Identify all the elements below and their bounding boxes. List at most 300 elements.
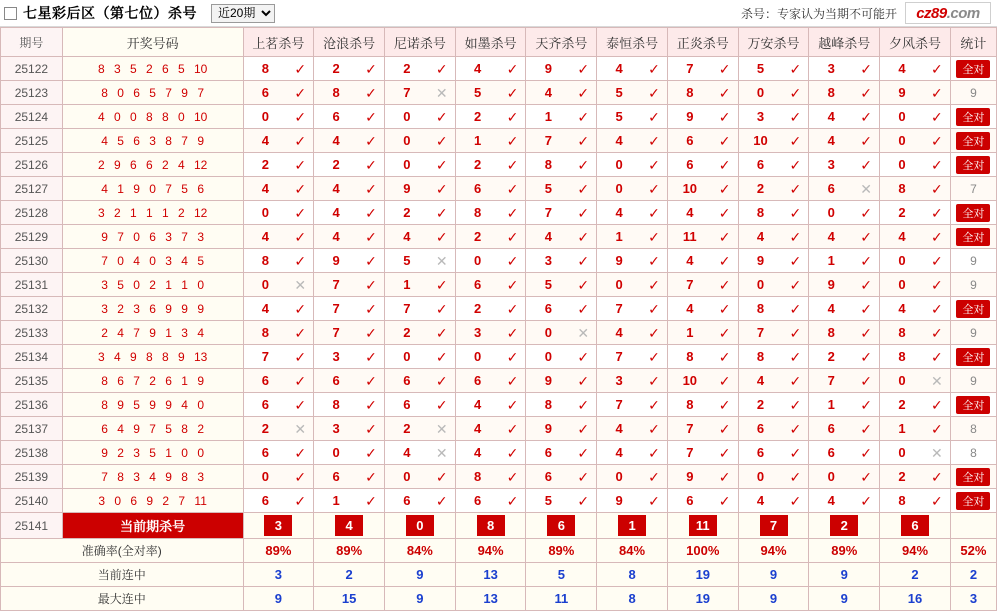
cell-expert-pick-4	[526, 369, 597, 393]
check-icon: ✓	[577, 108, 590, 125]
check-icon: ✓	[860, 132, 872, 149]
pick-number: 0	[615, 157, 623, 172]
pick-number: 0	[473, 349, 482, 364]
pick-number: 6	[332, 373, 340, 388]
pick-number: 0	[473, 253, 482, 268]
cell-expert-pick-5	[597, 201, 668, 225]
status-badge: 全对	[956, 156, 990, 174]
current-pick-number: 7	[760, 515, 788, 536]
cell-expert-pick-6	[667, 465, 738, 489]
check-icon: ✓	[860, 252, 872, 269]
pick-number: 7	[332, 301, 340, 316]
cell-expert-pick-6	[667, 441, 738, 465]
cell-expert-pick-8	[809, 465, 880, 489]
pick-number: 6	[827, 445, 835, 460]
pick-number: 6	[544, 445, 552, 460]
cell-stat	[950, 345, 996, 369]
check-icon: ✓	[789, 324, 802, 341]
cell-expert-pick-5	[597, 177, 668, 201]
cell-expert-pick-3	[455, 273, 526, 297]
pick-number: 4	[827, 301, 835, 316]
check-icon: ✓	[718, 348, 731, 365]
summary-label: 最大连中	[1, 587, 244, 611]
status-badge: 全对	[956, 108, 990, 126]
check-icon: ✓	[789, 84, 802, 101]
cell-current-pick-7	[738, 513, 809, 539]
check-icon: ✓	[365, 156, 377, 173]
pick-number: 2	[473, 157, 482, 172]
cell-expert-pick-1	[314, 177, 385, 201]
cell-expert-pick-8	[809, 81, 880, 105]
cell-expert-pick-5	[597, 273, 668, 297]
check-icon: ✓	[931, 156, 943, 173]
pick-number: 4	[827, 133, 835, 148]
pick-number: 4	[615, 325, 623, 340]
pick-number: 9	[332, 253, 340, 268]
cell-expert-pick-0	[243, 321, 314, 345]
cell-expert-pick-5	[597, 81, 668, 105]
pick-number: 2	[261, 421, 270, 436]
pick-number: 2	[898, 397, 906, 412]
cross-icon: ✕	[860, 180, 872, 197]
cell-expert-pick-6	[667, 225, 738, 249]
pick-number: 7	[332, 325, 340, 340]
pick-number: 1	[473, 133, 482, 148]
check-icon: ✓	[718, 84, 731, 101]
status-badge: 全对	[956, 132, 990, 150]
summary-value-7: 9	[738, 563, 809, 587]
check-icon: ✓	[860, 372, 872, 389]
cell-expert-pick-5	[597, 105, 668, 129]
check-icon: ✓	[718, 276, 731, 293]
pick-number: 5	[544, 493, 552, 508]
cell-expert-pick-2	[385, 129, 456, 153]
table-row	[1, 345, 997, 369]
summary-row-1	[1, 563, 997, 587]
check-icon: ✓	[506, 444, 519, 461]
top-bar	[0, 0, 997, 27]
cell-expert-pick-6	[667, 273, 738, 297]
check-icon: ✓	[506, 348, 519, 365]
pick-number: 7	[332, 277, 340, 292]
pick-number: 1	[544, 109, 552, 124]
pick-number: 7	[544, 133, 552, 148]
select-all-checkbox[interactable]	[4, 7, 17, 20]
check-icon: ✓	[577, 396, 590, 413]
check-icon: ✓	[435, 324, 448, 341]
cell-expert-pick-2	[385, 153, 456, 177]
pick-number: 8	[898, 493, 906, 508]
site-logo[interactable]	[905, 2, 991, 24]
pick-number: 2	[403, 421, 411, 436]
pick-number: 6	[332, 109, 340, 124]
cell-stat	[950, 105, 996, 129]
check-icon: ✓	[931, 492, 943, 509]
cell-period: 25127	[1, 177, 63, 201]
cell-expert-pick-5	[597, 129, 668, 153]
kill-number-table	[0, 27, 997, 611]
pick-number: 9	[686, 109, 694, 124]
cell-expert-pick-1	[314, 153, 385, 177]
cell-expert-pick-0	[243, 153, 314, 177]
pick-number: 4	[615, 61, 623, 76]
cell-expert-pick-8	[809, 345, 880, 369]
pick-number: 7	[615, 349, 623, 364]
pick-number: 0	[403, 157, 411, 172]
cell-stat	[950, 177, 996, 201]
summary-value-9: 16	[880, 587, 951, 611]
pick-number: 7	[756, 325, 765, 340]
check-icon: ✓	[577, 228, 590, 245]
check-icon: ✓	[577, 468, 590, 485]
cell-expert-pick-1	[314, 273, 385, 297]
cell-expert-pick-0	[243, 369, 314, 393]
cell-expert-pick-5	[597, 57, 668, 81]
pick-number: 0	[615, 469, 623, 484]
summary-value-3: 13	[455, 587, 526, 611]
check-icon: ✓	[789, 492, 802, 509]
col-period: 期号	[1, 28, 63, 57]
cell-expert-pick-6	[667, 393, 738, 417]
col-expert-7: 万安杀号	[738, 28, 809, 57]
cell-expert-pick-7	[738, 57, 809, 81]
pick-number: 1	[615, 229, 623, 244]
cell-expert-pick-4	[526, 441, 597, 465]
cell-period: 25135	[1, 369, 63, 393]
cell-expert-pick-4	[526, 105, 597, 129]
check-icon: ✓	[577, 372, 590, 389]
cell-expert-pick-2	[385, 297, 456, 321]
check-icon: ✓	[365, 420, 377, 437]
cell-expert-pick-2	[385, 249, 456, 273]
cell-expert-pick-2	[385, 489, 456, 513]
cell-expert-pick-3	[455, 57, 526, 81]
summary-label: 准确率(全对率)	[1, 539, 244, 563]
check-icon: ✓	[931, 300, 943, 317]
summary-row-0	[1, 539, 997, 563]
cell-expert-pick-4	[526, 393, 597, 417]
check-icon: ✓	[435, 108, 448, 125]
pick-number: 9	[686, 469, 694, 484]
cell-period: 25131	[1, 273, 63, 297]
pick-number: 4	[615, 205, 623, 220]
check-icon: ✓	[577, 204, 590, 221]
cell-expert-pick-0	[243, 345, 314, 369]
cell-expert-pick-7	[738, 81, 809, 105]
current-period-row	[1, 513, 997, 539]
cell-stat	[950, 321, 996, 345]
cell-period: 25123	[1, 81, 63, 105]
cell-expert-pick-1	[314, 201, 385, 225]
cell-expert-pick-1	[314, 369, 385, 393]
pick-number: 3	[827, 157, 835, 172]
cell-stat	[950, 441, 996, 465]
cell-expert-pick-5	[597, 153, 668, 177]
cell-expert-pick-8	[809, 489, 880, 513]
cell-expert-pick-6	[667, 249, 738, 273]
page-title: 七星彩后区（第七位）杀号	[23, 5, 197, 21]
pick-number: 8	[756, 205, 765, 220]
cell-expert-pick-7	[738, 129, 809, 153]
cell-expert-pick-0	[243, 57, 314, 81]
cell-expert-pick-2	[385, 201, 456, 225]
pick-number: 8	[473, 469, 482, 484]
cross-icon: ✕	[931, 372, 943, 389]
check-icon: ✓	[648, 204, 660, 221]
cell-stat	[950, 249, 996, 273]
pick-number: 0	[403, 109, 411, 124]
cell-expert-pick-9	[880, 57, 951, 81]
pick-number: 7	[615, 397, 623, 412]
cell-expert-pick-4	[526, 225, 597, 249]
cell-expert-pick-9	[880, 129, 951, 153]
check-icon: ✓	[648, 372, 660, 389]
pick-number: 5	[544, 277, 552, 292]
cell-period: 25126	[1, 153, 63, 177]
cell-expert-pick-9	[880, 249, 951, 273]
cell-current-pick-1	[314, 513, 385, 539]
cell-expert-pick-9	[880, 345, 951, 369]
check-icon: ✓	[294, 204, 307, 221]
current-pick-number: 0	[406, 515, 434, 536]
check-icon: ✓	[506, 492, 519, 509]
cell-expert-pick-0	[243, 441, 314, 465]
check-icon: ✓	[294, 60, 307, 77]
check-icon: ✓	[718, 180, 731, 197]
check-icon: ✓	[789, 252, 802, 269]
cell-expert-pick-9	[880, 105, 951, 129]
cell-expert-pick-1	[314, 57, 385, 81]
cell-stat	[950, 57, 996, 81]
cell-expert-pick-8	[809, 129, 880, 153]
pick-number: 4	[615, 445, 623, 460]
check-icon: ✓	[718, 60, 731, 77]
check-icon: ✓	[435, 348, 448, 365]
cell-expert-pick-5	[597, 225, 668, 249]
check-icon: ✓	[648, 396, 660, 413]
cell-expert-pick-8	[809, 153, 880, 177]
cell-expert-pick-2	[385, 321, 456, 345]
pick-number: 11	[682, 229, 697, 244]
pick-number: 10	[753, 133, 768, 148]
cell-expert-pick-3	[455, 321, 526, 345]
check-icon: ✓	[860, 84, 872, 101]
cell-expert-pick-9	[880, 273, 951, 297]
pick-number: 8	[332, 85, 340, 100]
pick-number: 6	[261, 493, 270, 508]
pick-number: 4	[827, 109, 835, 124]
check-icon: ✓	[648, 468, 660, 485]
summary-row-2	[1, 587, 997, 611]
table-row	[1, 225, 997, 249]
check-icon: ✓	[648, 252, 660, 269]
cell-current-pick-3	[455, 513, 526, 539]
check-icon: ✓	[789, 60, 802, 77]
check-icon: ✓	[365, 372, 377, 389]
stat-count: 8	[970, 421, 977, 436]
cell-expert-pick-6	[667, 297, 738, 321]
pick-number: 1	[827, 253, 835, 268]
check-icon: ✓	[789, 396, 802, 413]
check-icon: ✓	[718, 204, 731, 221]
table-row	[1, 441, 997, 465]
current-pick-number: 3	[264, 515, 292, 536]
pick-number: 4	[332, 133, 340, 148]
pick-number: 4	[261, 181, 270, 196]
cell-expert-pick-5	[597, 441, 668, 465]
check-icon: ✓	[931, 228, 943, 245]
summary-value-8: 9	[809, 563, 880, 587]
check-icon: ✓	[294, 324, 307, 341]
check-icon: ✓	[506, 396, 519, 413]
cell-stat	[950, 273, 996, 297]
summary-value-9: 2	[880, 563, 951, 587]
cell-expert-pick-9	[880, 153, 951, 177]
pick-number: 2	[898, 205, 906, 220]
cell-expert-pick-7	[738, 273, 809, 297]
current-pick-number: 2	[830, 515, 858, 536]
pick-number: 7	[615, 301, 623, 316]
pick-number: 6	[686, 157, 694, 172]
cell-period: 25130	[1, 249, 63, 273]
cell-expert-pick-1	[314, 489, 385, 513]
cell-stat	[950, 465, 996, 489]
check-icon: ✓	[365, 444, 377, 461]
cell-open-code: 7 8 3 4 9 8 3	[62, 465, 243, 489]
cross-icon: ✕	[435, 252, 448, 269]
cell-open-code: 4 0 0 8 8 0 10	[62, 105, 243, 129]
summary-value-2: 9	[385, 587, 456, 611]
col-expert-0: 上茗杀号	[243, 28, 314, 57]
table-row	[1, 81, 997, 105]
pick-number: 7	[686, 61, 694, 76]
check-icon: ✓	[931, 396, 943, 413]
check-icon: ✓	[860, 300, 872, 317]
check-icon: ✓	[718, 108, 731, 125]
cell-expert-pick-9	[880, 201, 951, 225]
check-icon: ✓	[294, 396, 307, 413]
check-icon: ✓	[789, 372, 802, 389]
pick-number: 4	[756, 229, 765, 244]
check-icon: ✓	[860, 468, 872, 485]
check-icon: ✓	[931, 204, 943, 221]
pick-number: 10	[682, 181, 698, 196]
cell-current-pick-6	[667, 513, 738, 539]
cell-expert-pick-1	[314, 321, 385, 345]
table-row	[1, 177, 997, 201]
cell-expert-pick-8	[809, 225, 880, 249]
pick-number: 3	[332, 349, 340, 364]
check-icon: ✓	[789, 420, 802, 437]
cell-expert-pick-6	[667, 57, 738, 81]
pick-number: 4	[898, 61, 906, 76]
check-icon: ✓	[577, 492, 590, 509]
pick-number: 8	[827, 325, 835, 340]
cell-expert-pick-4	[526, 273, 597, 297]
cell-expert-pick-5	[597, 345, 668, 369]
pick-number: 7	[544, 205, 552, 220]
cell-expert-pick-5	[597, 321, 668, 345]
cell-expert-pick-2	[385, 465, 456, 489]
pick-number: 0	[898, 109, 906, 124]
pick-number: 2	[403, 325, 411, 340]
cell-expert-pick-7	[738, 489, 809, 513]
check-icon: ✓	[789, 228, 802, 245]
current-pick-number: 11	[689, 515, 717, 536]
cell-expert-pick-8	[809, 297, 880, 321]
check-icon: ✓	[931, 180, 943, 197]
cell-expert-pick-8	[809, 393, 880, 417]
cell-expert-pick-0	[243, 393, 314, 417]
cell-expert-pick-9	[880, 225, 951, 249]
cell-expert-pick-5	[597, 489, 668, 513]
check-icon: ✓	[931, 252, 943, 269]
pick-number: 0	[544, 349, 552, 364]
cell-period: 25129	[1, 225, 63, 249]
pick-number: 0	[403, 469, 411, 484]
cell-expert-pick-2	[385, 225, 456, 249]
cell-expert-pick-1	[314, 417, 385, 441]
cell-expert-pick-3	[455, 177, 526, 201]
pick-number: 4	[615, 421, 623, 436]
pick-number: 8	[332, 397, 340, 412]
pick-number: 6	[544, 301, 552, 316]
cell-expert-pick-3	[455, 465, 526, 489]
summary-value-5: 8	[597, 587, 668, 611]
cell-expert-pick-3	[455, 225, 526, 249]
cell-expert-pick-8	[809, 369, 880, 393]
check-icon: ✓	[931, 324, 943, 341]
pick-number: 1	[898, 421, 906, 436]
status-badge: 全对	[956, 348, 990, 366]
period-range-select[interactable]	[211, 4, 275, 23]
check-icon: ✓	[435, 468, 448, 485]
pick-number: 6	[473, 277, 482, 292]
pick-number: 4	[261, 133, 270, 148]
check-icon: ✓	[931, 60, 943, 77]
current-pick-number: 6	[901, 515, 929, 536]
pick-number: 6	[403, 373, 411, 388]
pick-number: 3	[615, 373, 623, 388]
cell-period: 25125	[1, 129, 63, 153]
pick-number: 9	[827, 277, 835, 292]
pick-number: 2	[261, 157, 270, 172]
cell-stat	[950, 417, 996, 441]
col-expert-3: 如墨杀号	[455, 28, 526, 57]
cell-expert-pick-0	[243, 465, 314, 489]
pick-number: 4	[898, 229, 906, 244]
table-row	[1, 105, 997, 129]
summary-value-6: 19	[667, 563, 738, 587]
pick-number: 3	[332, 421, 340, 436]
pick-number: 6	[473, 493, 482, 508]
cell-expert-pick-3	[455, 153, 526, 177]
check-icon: ✓	[860, 204, 872, 221]
cell-expert-pick-4	[526, 489, 597, 513]
cell-expert-pick-7	[738, 441, 809, 465]
cell-expert-pick-1	[314, 441, 385, 465]
check-icon: ✓	[577, 180, 590, 197]
pick-number: 4	[827, 493, 835, 508]
summary-total: 2	[950, 563, 996, 587]
cell-expert-pick-6	[667, 201, 738, 225]
check-icon: ✓	[365, 252, 377, 269]
pick-number: 1	[403, 277, 411, 292]
cell-expert-pick-4	[526, 249, 597, 273]
cell-expert-pick-3	[455, 249, 526, 273]
pick-number: 10	[682, 373, 698, 388]
check-icon: ✓	[294, 444, 307, 461]
